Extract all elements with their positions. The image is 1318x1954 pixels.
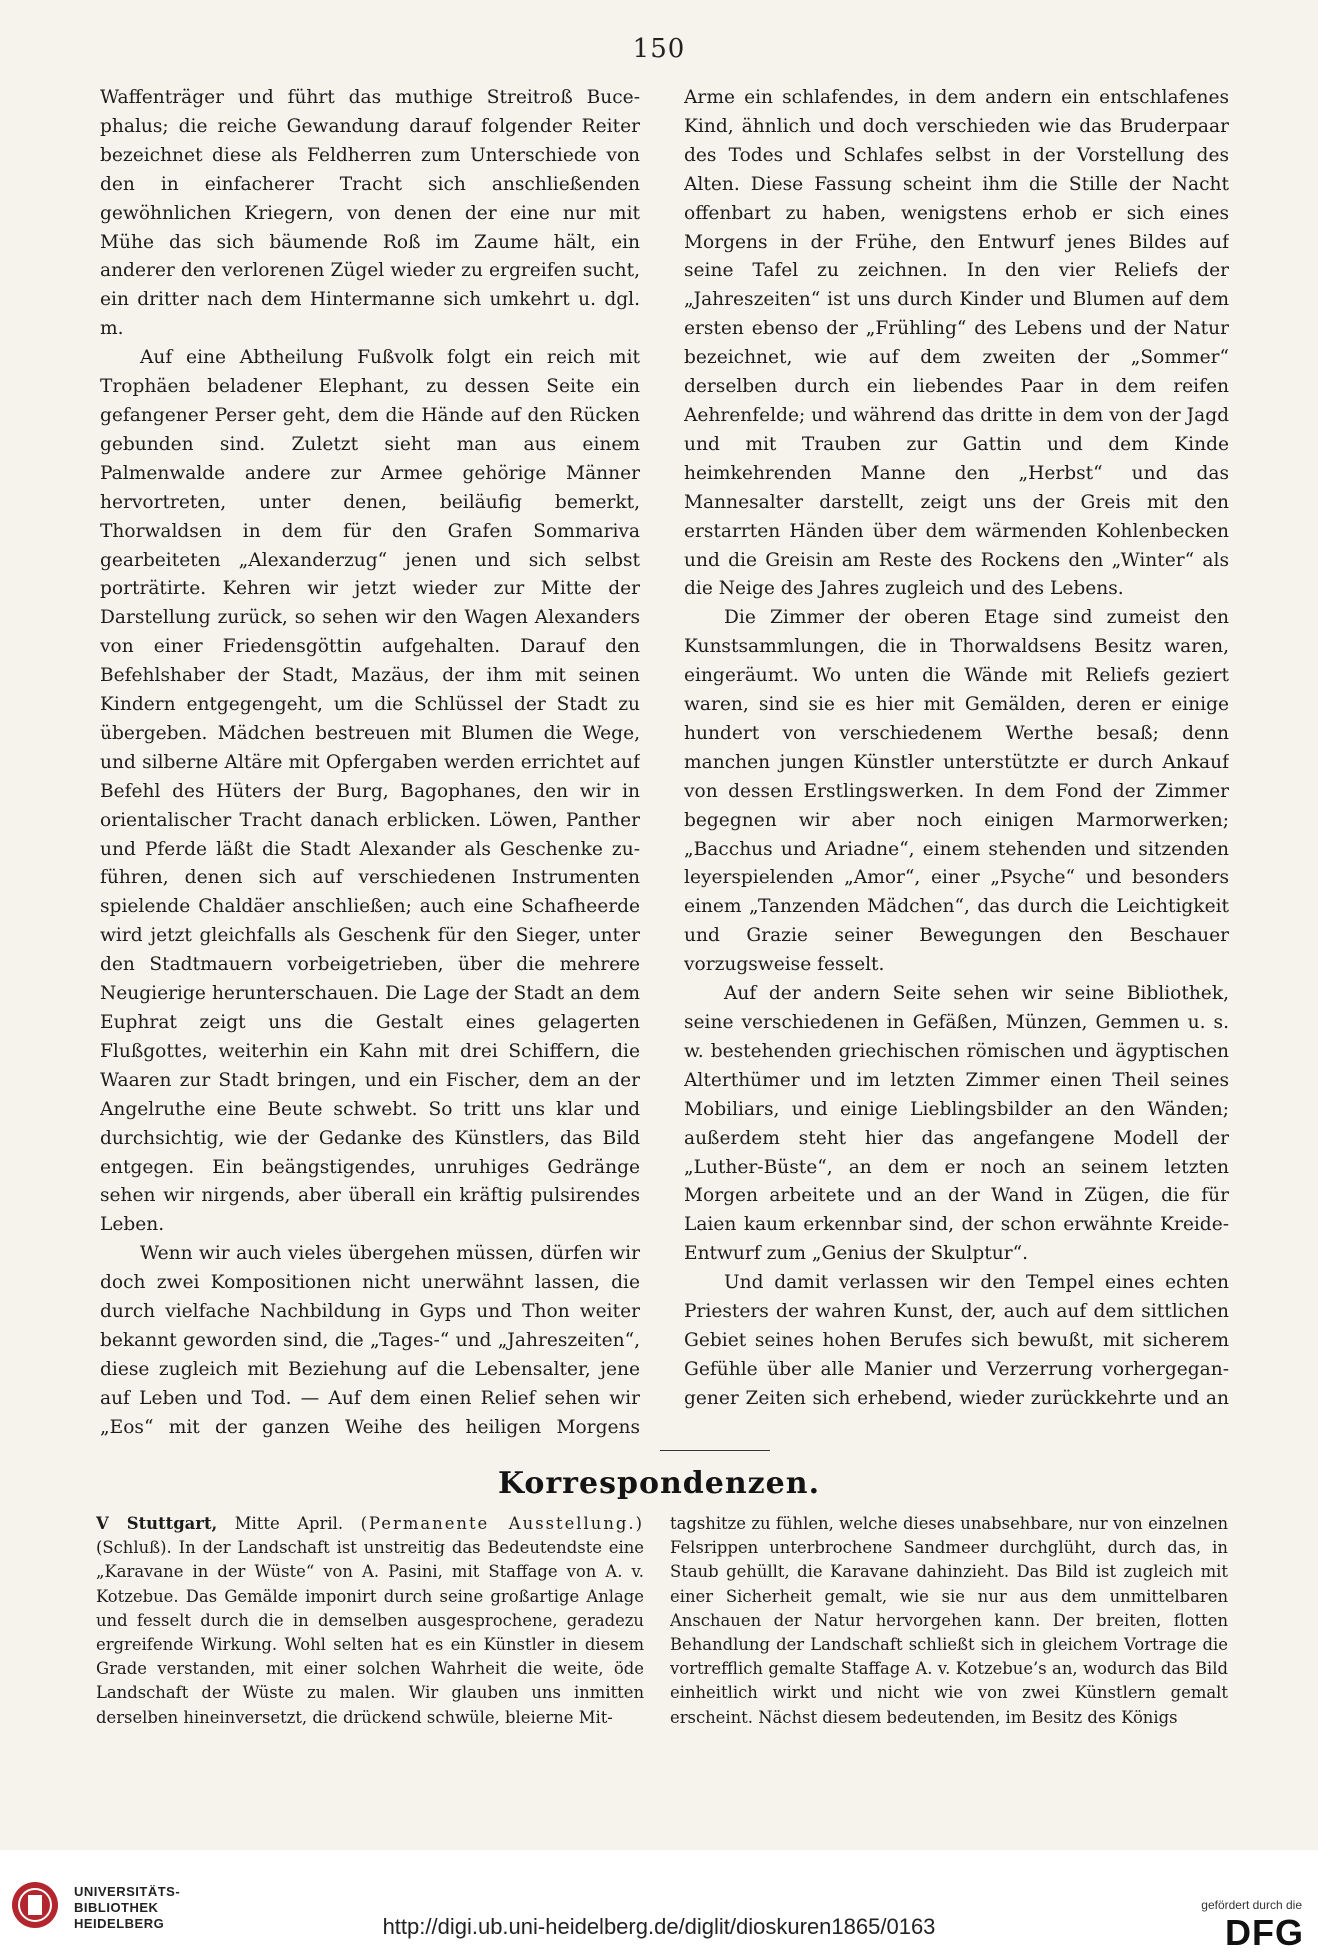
subsection-heading: (Permanente Ausstellung.) — [360, 1514, 644, 1533]
right-column-top — [684, 84, 1229, 1414]
paragraph: Wenn wir auch vieles übergehen müssen, dürfen wir doch zwei Kompositionen nicht unerwähnt lassen, die durch vielfache Nachbildung in Gyps und Thon weiter bekannt geworden sind, die „Tages-“ und „Jahreszeiten“, diese zugleich mit Beziehung auf die Lebensalter, jene auf Leben und Tod. — Auf dem einen Relief sehen wir „Eos“ mit der ganzen Weihe des heiligen Morgens — [100, 1243, 640, 1438]
paragraph: Waffenträger und führt das muthige Streitroß Bucephalus; die reiche Gewandung darauf folgender Reiter bezeichnet diese als Feldherren zum Unterschiede von den in einfacherer Tracht sich anschließenden gewöhnlichen Kriegern, von denen der eine nur mit Mühe das sich bäumende Roß im Zaume hält, ein anderer den verlorenen Zügel wieder zu ergreifen sucht, ein dritter nach dem Hintermanne sich umkehrt u. dgl. m. — [100, 87, 640, 340]
body-text: tagshitze zu fühlen, welche dieses unabsehbare, nur von einzelnen Felsrippen unterbrochene Sandmeer durchglüht, durch das, in Staub gehüllt, die Karavane dahinzieht. Das Bild ist zugleich mit einer Sicherheit gemalt, wie sie nur aus dem unmittelbaren Anschauen der Natur hervorgehen kann. Der breiten, flotten Behandlung der Landschaft schließt sich in gleichem Vortrage die vortrefflich gemalte Staffage A. v. Kotzebue’s an, wodurch das Bild einheitlich wirkt und nicht wie von zwei Künstlern gemalt erscheint. Nächst diesem bedeutenden, im Besitz des Königs — [670, 1514, 1228, 1727]
footer — [0, 1850, 1318, 1953]
left-column-bottom — [96, 1512, 644, 1792]
institution-line: BIBLIOTHEK — [74, 1900, 159, 1915]
right-column-bottom — [670, 1512, 1228, 1792]
institution-line: UNIVERSITÄTS- — [74, 1884, 181, 1899]
paragraph: Auf der andern Seite sehen wir seine Bibliothek, seine verschiedenen in Gefäßen, Münzen, Gemmen u. s. w. bestehenden griechischen römischen und ägyptischen Alterthümer und im letzten Zimmer einen Theil seines Mobiliars, und einige Lieblingsbilder an den Wänden; außerdem steht hier das angefangene Modell der „Luther-Büste“, an dem er noch an seinem letzten Morgen arbeitete und an der Wand in Zügen, die für Laien kaum erkennbar sind, der schon erwähnte Kreide-Entwurf zum „Genius der Skulptur“. — [684, 983, 1229, 1265]
paragraph: Arme ein schlafendes, in dem andern ein entschlafenes Kind, ähnlich und doch verschieden wie das Bruderpaar des Todes und Schlafes selbst in der Vorstellung des Alten. Diese Fassung scheint ihm die Stille der Nacht offenbart zu haben, wenigstens erhob er sich eines Morgens in der Frühe, den Entwurf jenes Bildes auf seine Tafel zu zeichnen. In den vier Reliefs der „Jahreszeiten“ ist uns durch Kinder und Blumen auf dem ersten ebenso der „Frühling“ des Lebens und der Natur bezeichnet, wie auf dem zweiten der „Sommer“ derselben durch ein liebendes Paar in dem reifen Aehrenfelde; und während das dritte in dem von der Jagd und mit Trauben zur Gattin und dem Kinde heimkehrenden Manne den „Herbst“ und das Mannesalter darstellt, zeigt uns der Greis mit den erstarrten Händen über dem wärmenden Kohlenbecken und die Greisin am Reste des Rockens den „Winter“ als die Neige des Jahres zugleich und des Lebens. — [684, 87, 1229, 600]
paragraph: Die Zimmer der oberen Etage sind zumeist den Kunstsammlungen, die in Thorwaldsens Besitz waren, eingeräumt. Wo unten die Wände mit Reliefs geziert waren, sind sie es hier mit Gemälden, deren er einige hundert von verschiedenem Werthe besaß; denn manchen jungen Künstler unterstützte er durch Ankauf von dessen Erstlingswerken. In dem Fond der Zimmer begegnen wir aber noch einigen Marmorwerken; „Bacchus und Ariadne“, einem stehenden und sitzenden leyerspielenden „Amor“, einer „Psyche“ und besonders einem „Tanzenden Mädchen“, das durch die Leichtigkeit und Grazie seiner Bewegungen den Beschauer vorzugsweise fesselt. — [684, 607, 1229, 976]
dfg-logo: DFG — [1225, 1912, 1304, 1953]
section-title: Korrespondenzen. — [497, 1466, 821, 1501]
page-number: 150 — [632, 34, 686, 64]
institution-line: HEIDELBERG — [74, 1916, 165, 1931]
source-url-link[interactable]: http://digi.ub.uni-heidelberg.de/diglit/dioskuren1865/0163 — [382, 1914, 936, 1939]
section-divider — [660, 1450, 770, 1451]
body-text: (Schluß). In der Landschaft ist unstreitig das Bedeutendste eine „Karavane in der Wüste“ von A. Pasini, mit Staffage von A. v. Kotzebue. Das Gemälde imponirt durch seine großartige Anlage und fesselt durch die in demselben ausgesprochene, geradezu ergreifende Wirkung. Wohl selten hat es ein Künstler in diesem Grade verstanden, mit einer solchen Wahrheit die weite, öde Landschaft der Wüste zu malen. Wir glauben uns inmitten derselben hineinversetzt, die drückend schwüle, bleierne Mit- — [96, 1538, 644, 1727]
date: Mitte April. — [234, 1514, 344, 1533]
paragraph: Und damit verlassen wir den Tempel eines echten Priesters der wahren Kunst, der, auch auf dem sittlichen Gebiet seines hohen Berufes sich bewußt, mit sicherem Gefühle über alle Manier und Verzerrung vorhergegangener Zeiten sich erhebend, wieder zurückkehrte und an — [684, 1272, 1229, 1409]
paragraph: Auf eine Abtheilung Fußvolk folgt ein reich mit Trophäen beladener Elephant, zu dessen Seite ein gefangener Perser geht, dem die Hände auf den Rücken gebunden sind. Zuletzt sieht man aus einem Palmenwalde andere zur Armee gehörige Männer hervortreten, unter denen, beiläufig bemerkt, Thorwaldsen in dem für den Grafen Sommariva gearbeiteten „Alexanderzug“ jenen und sich selbst porträtirte. Kehren wir jetzt wieder zur Mitte der Darstellung zurück, so sehen wir den Wagen Alexanders von einer Friedensgöttin aufgehalten. Darauf den Befehlshaber der Stadt, Mazäus, der ihm mit seinen Kindern entgegengeht, um die Schlüssel der Stadt zu übergeben. Mädchen bestreuen mit Blumen die Wege, und silberne Altäre mit Opfergaben werden errichtet auf Befehl des Hüters der Burg, Bagophanes, den wir in orientalischer Tracht danach erblicken. Löwen, Panther und Pferde läßt die Stadt Alexander als Geschenke zuführen, denen sich auf verschiedenen Instrumenten spielende Chaldäer anschließen; auch eine Schafheerde wird jetzt gleichfalls als Geschenk für den Sieger, unter den Stadtmauern vorbeigetrieben, über die mehrere Neugierige herunterschauen. Die Lage der Stadt an dem Euphrat zeigt uns die Gestalt eines gelagerten Flußgottes, weiterhin ein Kahn mit drei Schiffern, die Waaren zur Stadt bringen, und ein Fischer, dem an der Angelruthe eine Beute schwebt. So tritt uns klar und durchsichtig, wie der Gedanke des Künstlers, das Bild entgegen. Ein beängstigendes, unruhiges Gedränge sehen wir nirgends, aber überall ein kräftig pulsirendes Leben. — [100, 347, 640, 1236]
dateline: V Stuttgart, — [96, 1514, 218, 1533]
funder-note: gefördert durch die — [1201, 1898, 1302, 1912]
left-column-top — [100, 84, 640, 1444]
